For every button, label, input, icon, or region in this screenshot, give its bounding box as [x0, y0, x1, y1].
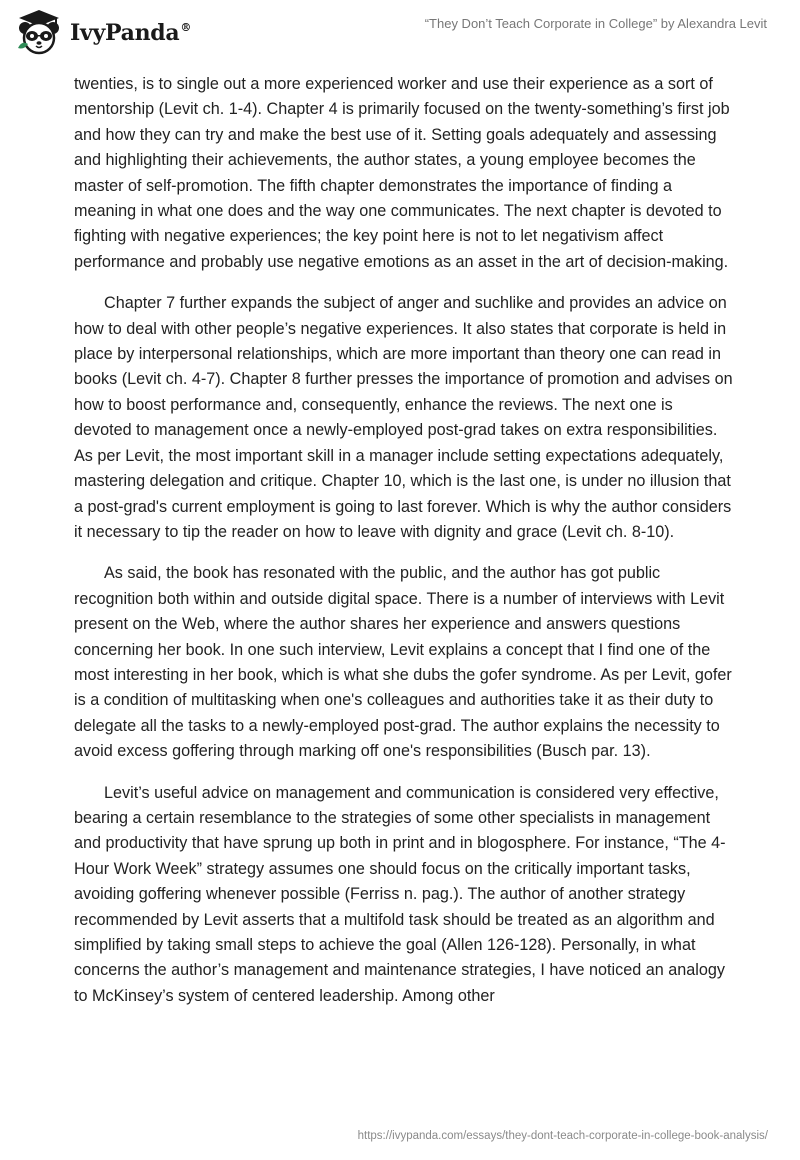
- brand-registered-mark: ®: [180, 21, 192, 34]
- essay-body: [74, 72, 734, 1025]
- panda-graduate-icon: [14, 8, 64, 56]
- brand-name: [70, 20, 191, 46]
- paragraph-1: twenties, is to single out a more experienced worker and use their experience as a sort of mentorship (Levit ch. 1-4). Chapter 4 is primarily focused on the twenty-something’s first job and how they can try and make the best use of it. Setting goals adequately and assessing and highlighting their achievements, the author states, a young employee becomes the master of self-promotion. The fifth chapter demonstrates the importance of finding a meaning in what one does and the way one communicates. The next chapter is devoted to fighting with negative experiences; the key point here is not to let negativism affect performance and probably use negative emotions as an asset in the art of decision-making.: [74, 75, 730, 271]
- document-title: “They Don’t Teach Corporate in College” by Alexandra Levit: [424, 16, 767, 31]
- brand-logo[interactable]: [14, 8, 191, 56]
- source-url[interactable]: https://ivypanda.com/essays/they-dont-teach-corporate-in-college-book-analysis/: [357, 1130, 768, 1142]
- paragraph-4: Levit’s useful advice on management and communication is considered very effective, bearing a certain resemblance to the strategies of some other specialists in management and productivity that have sprung up both in print and in blogosphere. For instance, “The 4-Hour Work Week” strategy assumes one should focus on the critically important tasks, avoiding goffering whenever possible (Ferriss n. pag.). The author of another strategy recommended by Levit asserts that a multifold task should be treated as an algorithm and simplified by taking small steps to achieve the goal (Allen 126-128). Personally, in what concerns the author’s management and maintenance strategies, I have noticed an analogy to McKinsey’s system of centered leadership. Among other: [74, 783, 726, 1005]
- brand-name-text: IvyPanda: [70, 20, 180, 46]
- page-header: [0, 0, 800, 64]
- paragraph-2: Chapter 7 further expands the subject of anger and suchlike and provides an advice on how to deal with other people’s negative experiences. It also states that corporate is held in place by interpersonal relationships, which are more important than theory one can read in books (Levit ch. 4-7). Chapter 8 further presses the importance of promotion and advises on how to boost performance and, consequently, enhance the reviews. The next one is devoted to management once a newly-employed post-grad takes on extra responsibilities. As per Levit, the most important skill in a manager include setting expectations adequately, mastering delegation and critique. Chapter 10, which is the last one, is under no illusion that a post-grad's current employment is going to last forever. Which is why the author considers it necessary to tip the reader on how to leave with dignity and grace (Levit ch. 8-10).: [74, 294, 733, 541]
- paragraph-3: As said, the book has resonated with the public, and the author has got public recognition both within and outside digital space. There is a number of interviews with Levit present on the Web, where the author shares her experience and answers questions concerning her book. In one such interview, Levit explains a concept that I find one of the most interesting in her book, which is what she dubs the gofer syndrome. As per Levit, gofer is a condition of multitasking when one's colleagues and authorities take it as their duty to delegate all the tasks to a newly-employed post-grad. The author explains the necessity to avoid excess goffering through marking off one's responsibilities (Busch par. 13).: [74, 564, 732, 761]
